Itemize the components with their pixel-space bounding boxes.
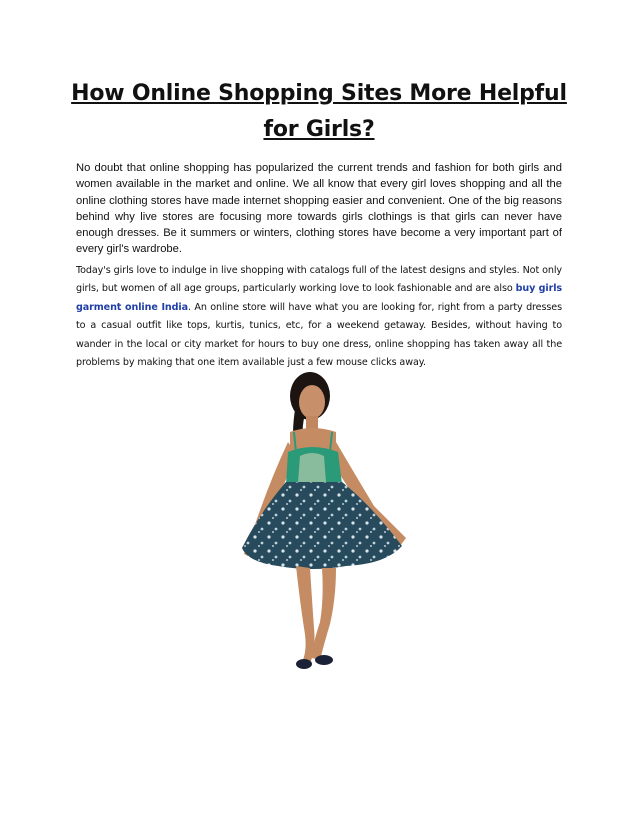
intro-paragraph: No doubt that online shopping has popularized the current trends and fashion for both girls and women available in the market and online. We all know that every girl loves shopping and all the online clothing stores have made internet shopping easier and convenient. One of the big reasons behind why live stores are focusing more towards girls clothings is that girls can never have enough dresses. Be it summers or winters, clothing stores have become a very important part of every girl's wardrobe. [76,162,562,256]
left-shoe [296,659,312,669]
girl-in-dress-photo [196,366,442,682]
page-title: How Online Shopping Sites More Helpful for Girls? [71,81,567,142]
body-paragraph-text-start: Today's girls love to indulge in live shopping with catalogs full of the latest designs and styles. Not only girls, but women of all age groups, particularly working love to look fashionable and are also [76,265,562,295]
body-paragraph [76,262,562,372]
left-leg [296,566,315,664]
buy-girls-garment-link[interactable]: buy girls garment online India [76,283,562,313]
face [299,385,325,419]
right-shoe [315,655,333,665]
chest [290,428,336,450]
body-paragraph-text-end: . An online store will have what you are looking for, right from a party dresses to a casual outfit like tops, kurtis, tunics, etc, for a weekend getaway. Besides, without having to wander in the local or city market for hours to buy one dress, online shopping has taken away all the problems by making that one item available just a few mouse clicks away. [76,301,562,369]
right-leg [312,568,336,660]
